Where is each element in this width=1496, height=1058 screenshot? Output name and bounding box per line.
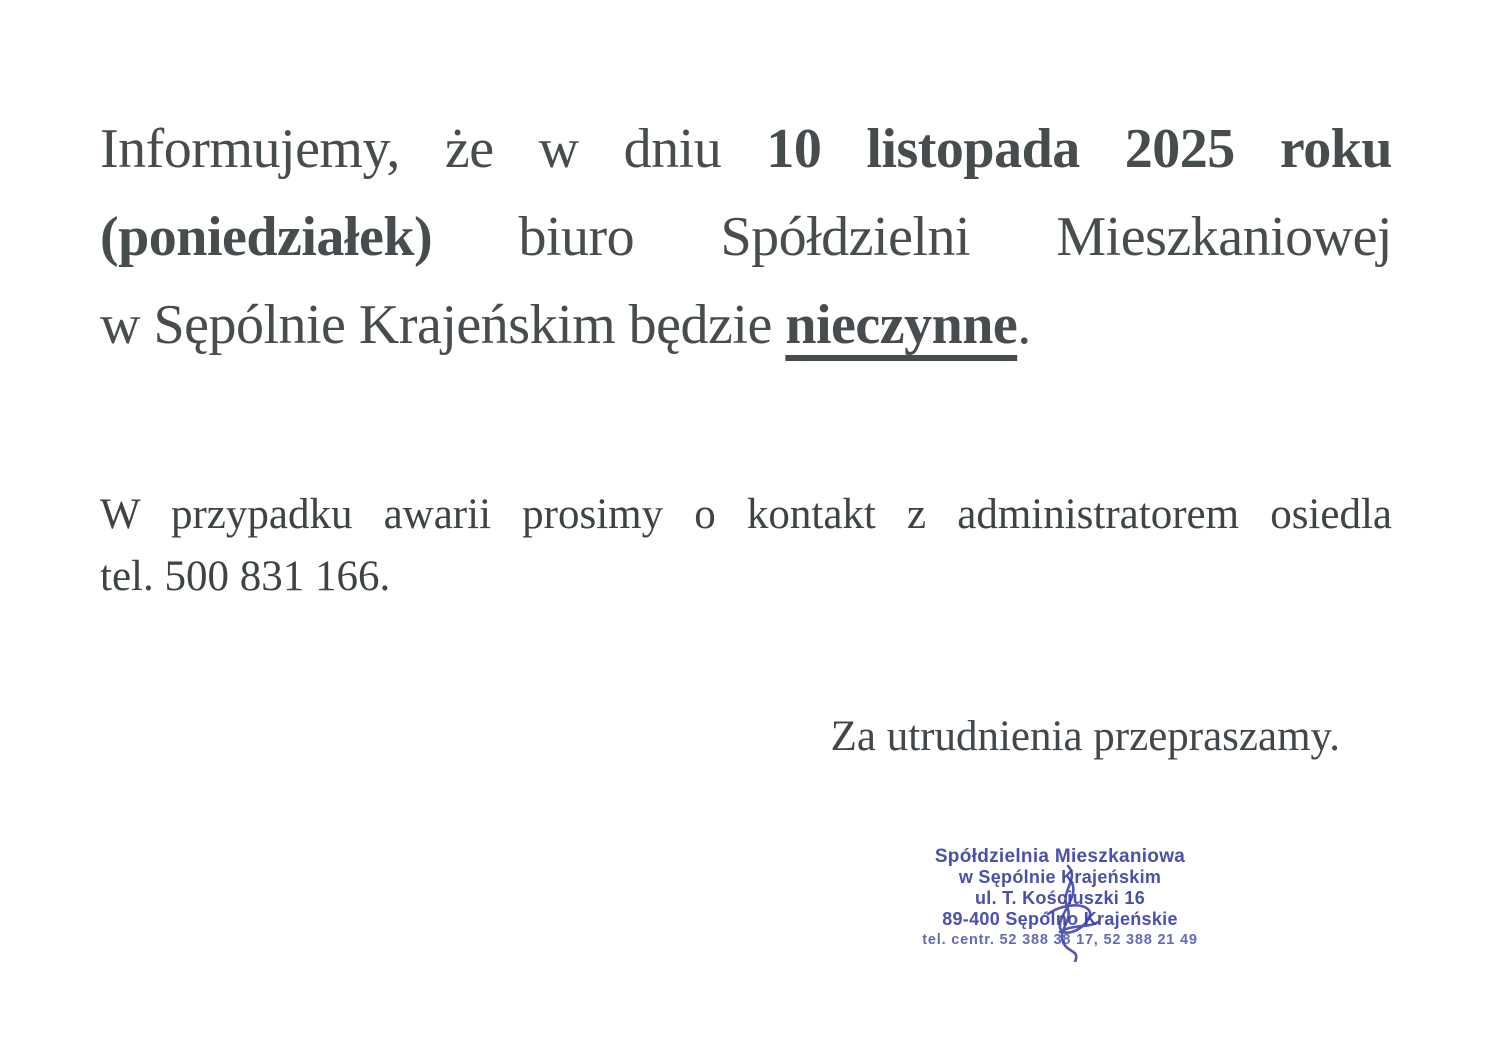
notice-main-paragraph xyxy=(100,105,1392,369)
text-segment: . xyxy=(1017,294,1031,356)
text-segment-closed-underlined: nieczynne xyxy=(785,294,1018,356)
text-segment-phone: tel. 500 831 166. xyxy=(100,553,391,600)
phone-line xyxy=(100,546,1392,608)
stamp-street-line: ul. T. Kościuszki 16 xyxy=(974,888,1146,908)
stamp-postal-line: 89-400 Sępólno Krajeńskie xyxy=(942,909,1178,929)
paragraph-line xyxy=(100,193,1392,281)
text-segment: w Sępólnie Krajeńskim będzie xyxy=(100,294,786,356)
paragraph-line xyxy=(100,105,1392,193)
stamp-phone-line: tel. centr. 52 388 38 17, 52 388 21 49 xyxy=(922,932,1198,948)
apology-closing-line: Za utrudnienia przepraszamy. xyxy=(830,713,1340,760)
company-stamp xyxy=(915,846,1205,951)
stamp-company-name: Spółdzielnia Mieszkaniowa xyxy=(934,846,1186,867)
notice-contact-paragraph xyxy=(100,484,1392,608)
text-segment: W przypadku awarii prosimy o kontakt z administratorem osiedla xyxy=(100,491,1392,538)
stamp-city-line: w Sępólnie Krajeńskim xyxy=(958,867,1162,887)
text-segment-bold-date: 10 listopada 2025 roku xyxy=(766,118,1392,180)
paragraph-line xyxy=(100,484,1392,546)
text-segment: biuro Spółdzielni Mieszkaniowej xyxy=(518,206,1392,268)
text-segment: Informujemy, że w dniu xyxy=(100,118,767,180)
text-segment-bold-weekday: (poniedziałek) xyxy=(100,206,519,268)
paragraph-line xyxy=(100,281,1392,369)
